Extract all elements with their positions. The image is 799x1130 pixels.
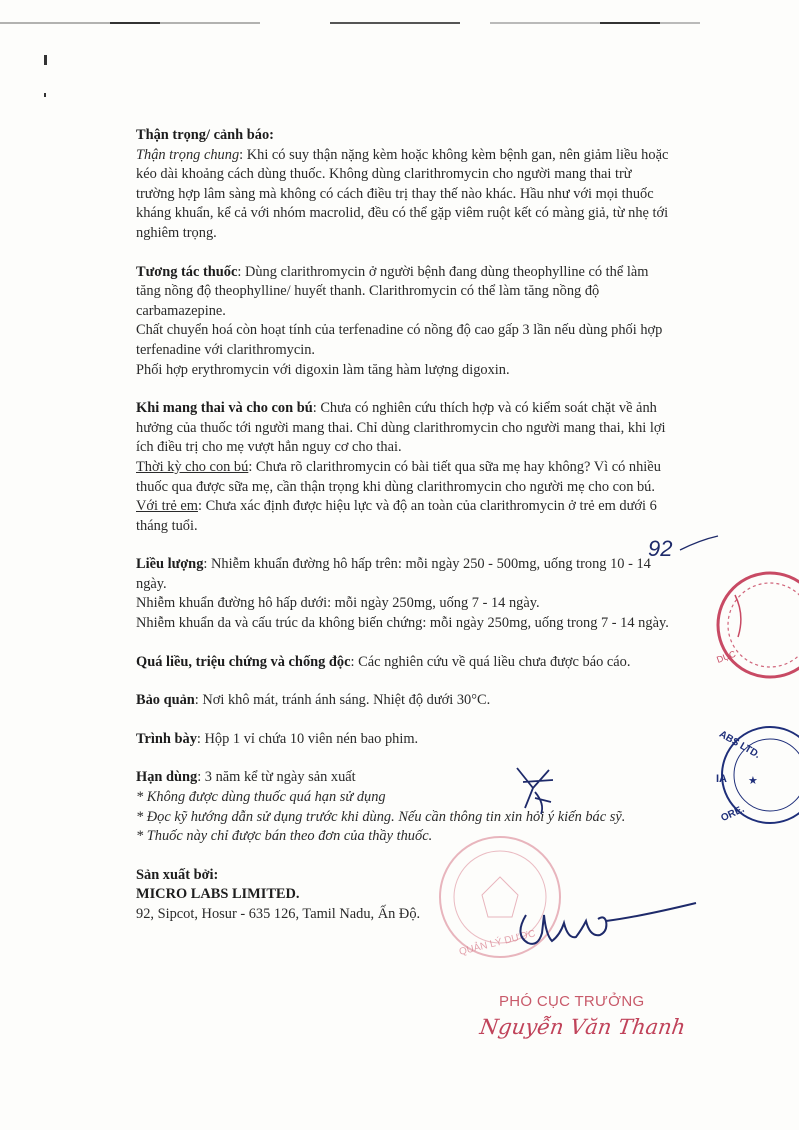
- page-note-text: 92: [648, 536, 673, 561]
- precautions-section: Thận trọng/ cảnh báo: Thận trọng chung: Khi có suy thận nặng kèm hoặc không kèm bệnh gan, nên giảm liều hoặc kéo dài khoảng cách dùng thuốc. Không dùng clarithromycin cho người mang thai trừ trường hợp lâm sàng mà không có cách điều trị thay thế nào khác. Hầu như với mọi thuốc kháng khuẩn, kể cả với nhóm macrolid, đều có thể gặp viêm ruột kết có màng giả, từ nhẹ tới nghiêm trọng.: [136, 127, 669, 241]
- scan-mark: [44, 55, 47, 65]
- interactions-text-1: : Dùng clarithromycin ở người bệnh đang dùng theophylline có thể làm tăng nồng độ theophylline/ huyết thanh. Clarithromycin có thể làm tăng nồng độ carbamazepine.: [136, 263, 649, 319]
- children-label: Với trẻ em: [136, 498, 198, 515]
- handwritten-note: [640, 532, 720, 568]
- seal-stamp-icon: [690, 565, 799, 685]
- interactions-heading: Tương tác thuốc: [136, 263, 238, 280]
- presentation-text: : Hộp 1 vỉ chứa 10 viên nén bao phim.: [196, 730, 419, 747]
- storage-text: : Nơi khô mát, tránh ánh sáng. Nhiệt độ dưới 30°C.: [194, 692, 491, 709]
- presentation-heading: Trình bày: [136, 730, 197, 747]
- dosage-text-3: Nhiễm khuẩn da và cấu trúc da không biến chứng: mỗi ngày 250mg, uống trong 7 - 14 ngày.: [136, 615, 669, 632]
- scan-mark: [44, 93, 46, 97]
- document-body: [136, 126, 672, 925]
- manufacturer-label: Sản xuất bởi:: [136, 866, 219, 883]
- initials-signature-icon: [505, 758, 565, 818]
- svg-text:DỤC: DỤC: [715, 648, 738, 665]
- dosage-text-1: : Nhiễm khuẩn đường hô hấp trên: mỗi ngày 250 - 500mg, uống trong 10 - 14 ngày.: [136, 556, 651, 592]
- manufacturer-address: 92, Sipcot, Hosur - 635 126, Tamil Nadu, Ấn Độ.: [136, 906, 421, 922]
- presentation-section: [136, 730, 672, 750]
- expiry-heading: Hạn dùng: [136, 769, 198, 786]
- officer-name: Nguyễn Văn Thanh: [478, 1015, 688, 1039]
- expiry-note: * Đọc kỹ hướng dẫn sử dụng trước khi dùng. Nếu cần thông tin xin hỏi ý kiến bác sỹ.: [136, 808, 626, 825]
- dosage-section: [136, 555, 672, 633]
- lactation-text: : Chưa rõ clarithromycin có bài tiết qua sữa mẹ hay không? Vì có nhiều thuốc qua được sữa mẹ, cần thận trọng khi dùng clarithromycin cho người mẹ cho con bú.: [136, 458, 661, 495]
- expiry-note: * Thuốc này chỉ được bán theo đơn của thầy thuốc.: [136, 828, 433, 845]
- officer-signature-icon: [508, 895, 708, 955]
- dosage-heading: Liều lượng: [136, 556, 204, 573]
- overdose-heading: Quá liều, triệu chứng và chống độc: [136, 653, 351, 670]
- general-precautions-text: : Khi có suy thận nặng kèm hoặc không kèm bệnh gan, nên giảm liều hoặc kéo dài khoảng cách dùng thuốc. Không dùng clarithromycin cho người mang thai trừ trường hợp lâm sàng mà không có cách điều trị thay thế nào khác. Hầu như với mọi thuốc kháng khuẩn, kể cả với nhóm macrolid, đều có thể gặp viêm ruột kết có màng giả, từ nhẹ tới nghiêm trọng.: [136, 146, 669, 241]
- svg-text:QUẢN LÝ DƯỢC: QUẢN LÝ DƯỢC: [458, 928, 537, 958]
- svg-text:IA: IA: [716, 773, 727, 785]
- dosage-text-2: Nhiễm khuẩn đường hô hấp dưới: mỗi ngày 250mg, uống 7 - 14 ngày.: [136, 595, 540, 612]
- manufacturer-name: MICRO LABS LIMITED.: [136, 886, 300, 903]
- pregnancy-heading: Khi mang thai và cho con bú: [136, 400, 313, 417]
- svg-text:★: ★: [748, 775, 758, 787]
- precautions-heading: Thận trọng/ cảnh báo: [136, 127, 270, 143]
- overdose-text: : Các nghiên cứu về quá liều chưa được báo cáo.: [350, 653, 631, 670]
- interactions-section: [136, 263, 672, 381]
- expiry-text: : 3 năm kể từ ngày sản xuất: [197, 769, 356, 786]
- overdose-section: [136, 653, 672, 673]
- lactation-label: Thời kỳ cho con bú: [136, 458, 249, 475]
- storage-heading: Bảo quản: [136, 692, 195, 709]
- pregnancy-text: : Chưa có nghiên cứu thích hợp và có kiểm soát chặt về ảnh hưởng của thuốc tới người mang thai. Chỉ dùng clarithromycin cho người mang thai, khi lợi ích điều trị cho mẹ vượt hẳn nguy cơ cho thai.: [136, 400, 666, 456]
- svg-text:ABS LTD.: ABS LTD.: [717, 728, 762, 762]
- officer-title: PHÓ CỤC TRƯỞNG: [499, 993, 645, 1010]
- general-precautions-label: Thận trọng chung: [136, 146, 240, 163]
- interactions-text-2: Chất chuyển hoá còn hoạt tính của terfenadine có nồng độ cao gấp 3 lần nếu dùng phối hợp terfenadine với clarithromycin.: [136, 322, 663, 358]
- interactions-text-3: Phối hợp erythromycin với digoxin làm tăng hàm lượng digoxin.: [136, 361, 510, 378]
- expiry-note: * Không được dùng thuốc quá hạn sử dụng: [136, 789, 386, 806]
- expiry-section: [136, 768, 672, 846]
- storage-section: [136, 691, 672, 711]
- children-text: : Chưa xác định được hiệu lực và độ an toàn của clarithromycin ở trẻ em dưới 6 tháng tuổi.: [136, 498, 657, 534]
- pregnancy-section: [136, 399, 672, 536]
- svg-text:ORE.: ORE.: [719, 803, 747, 825]
- scan-top-line: [0, 20, 799, 26]
- company-stamp-icon: [700, 720, 799, 830]
